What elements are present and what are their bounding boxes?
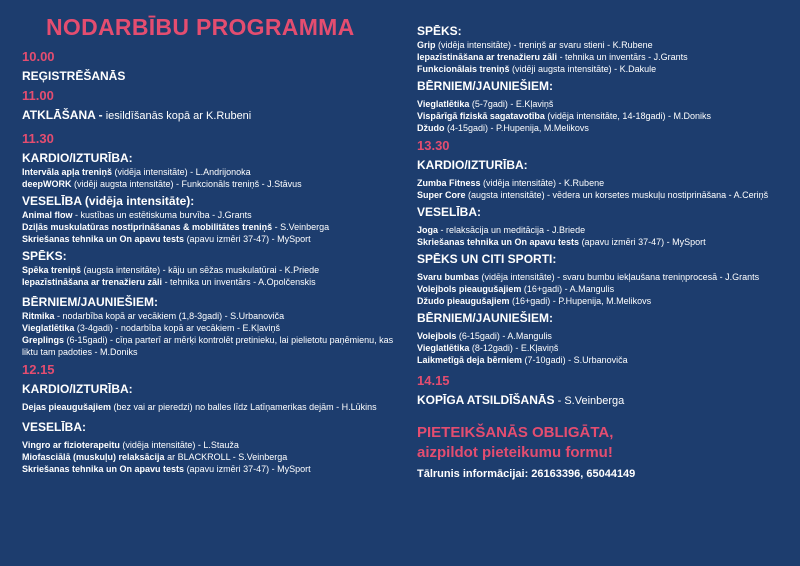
closing-line: KOPĪGA ATSILDĪŠANĀS - S.Veinberga: [417, 393, 625, 407]
list-item: Spēka treniņš (augsta intensitāte) - kāju un sēžas muskulatūrai - K.Priede: [22, 265, 320, 275]
time-1130: 11.30: [22, 131, 54, 146]
section-heading-cardio: KARDIO/IZTURĪBA:: [22, 151, 133, 165]
section-heading-kids: BĒRNIEM/JAUNIEŠIEM:: [417, 311, 554, 325]
list-item: Vieglatlētika (5-7gadi) - E.Kļaviņš: [417, 99, 554, 109]
list-item: Intervāla apļa treniņš (vidēja intensitāte) - L.Andrijonoka: [22, 167, 251, 177]
list-item: Laikmetīgā deja bērniem (7-10gadi) - S.Urbanoviča: [417, 355, 628, 365]
list-item: deepWORK (vidēji augsta intensitāte) - Funkcionāls treniņš - J.Stāvus: [22, 179, 302, 189]
list-item: Dziļās muskulatūras nostiprināšanas & mobilitātes treniņš - S.Veinberga: [22, 222, 330, 232]
list-item: Greplings (6-15gadi) - cīņa parterī ar mērķi kontrolēt pretinieku, lai pielietotu paņēmienu, kas liktu tam padoties - M.Doniks: [22, 335, 394, 357]
section-heading-health: VESELĪBA:: [417, 205, 482, 219]
list-item: Skriešanas tehnika un On apavu tests (apavu izmēri 37-47) - MySport: [417, 237, 706, 247]
time-1415: 14.15: [417, 373, 450, 388]
time-1215: 12.15: [22, 362, 55, 377]
list-item: Vispārīgā fiziskā sagatavotība (vidēja intensitāte, 14-18gadi) - M.Doniks: [417, 111, 711, 121]
list-item: Iepazīstināšana ar trenažieru zāli - tehnika un inventārs - J.Grants: [417, 52, 688, 62]
list-item: Zumba Fitness (vidēja intensitāte) - K.Rubene: [417, 178, 605, 188]
list-item: Volejbols (6-15gadi) - A.Mangulis: [417, 331, 552, 341]
section-heading-health: VESELĪBA:: [22, 420, 87, 434]
opening-line: ATKLĀŠANA - iesildīšanās kopā ar K.Rubeni: [22, 108, 252, 122]
list-item: Joga - relaksācija un meditācija - J.Briede: [417, 225, 586, 235]
list-item: Animal flow - kustības un estētiskuma burvība - J.Grants: [22, 210, 252, 220]
list-item: Skriešanas tehnika un On apavu tests (apavu izmēri 37-47) - MySport: [22, 464, 311, 474]
section-heading-strength: SPĒKS:: [22, 249, 67, 263]
list-item: Džudo pieaugušajiem (16+gadi) - P.Hupenija, M.Melikovs: [417, 296, 652, 306]
registration-heading: REĢISTRĒŠANĀS: [22, 69, 126, 83]
list-item: Svaru bumbas (vidēja intensitāte) - svaru bumbu iekļaušana treniņprocesā - J.Grants: [417, 272, 760, 282]
registration-form-notice: aizpildot pieteikumu formu!: [417, 444, 613, 461]
right-column: [417, 24, 792, 482]
section-heading-cardio: KARDIO/IZTURĪBA:: [22, 382, 133, 396]
list-item: Funkcionālais treniņš (vidēji augsta intensitāte) - K.Dakule: [417, 64, 657, 74]
list-item: Vieglatlētika (8-12gadi) - E.Kļaviņš: [417, 343, 559, 353]
section-heading-strength: SPĒKS:: [417, 24, 462, 38]
list-item: Iepazīstināšana ar trenažieru zāli - tehnika un inventārs - A.Opolčenskis: [22, 277, 316, 287]
section-heading-kids: BĒRNIEM/JAUNIEŠIEM:: [417, 79, 554, 93]
list-item: Volejbols pieaugušajiem (16+gadi) - A.Mangulis: [417, 284, 615, 294]
list-item: Super Core (augsta intensitāte) - vēdera un korsetes muskuļu nostiprināšana - A.Ceriņš: [417, 190, 769, 200]
list-item: Grip (vidēja intensitāte) - treniņš ar svaru stieni - K.Rubene: [417, 40, 653, 50]
registration-required-notice: PIETEIKŠANĀS OBLIGĀTA,: [417, 424, 614, 441]
time-1100: 11.00: [22, 88, 54, 103]
list-item: Skriešanas tehnika un On apavu tests (apavu izmēri 37-47) - MySport: [22, 234, 311, 244]
section-heading-health: VESELĪBA (vidēja intensitāte):: [22, 194, 195, 208]
list-item: Dejas pieaugušajiem (bez vai ar pieredzi) no balles līdz Latīņamerikas dejām - H.Lūkins: [22, 402, 377, 412]
page-title: NODARBĪBU PROGRAMMA: [46, 14, 355, 40]
section-heading-kids: BĒRNIEM/JAUNIEŠIEM:: [22, 295, 159, 309]
contact-phone: Tālrunis informācijai: 26163396, 65044149: [417, 468, 636, 480]
time-1000: 10.00: [22, 49, 55, 64]
list-item: Ritmika - nodarbība kopā ar vecākiem (1,8-3gadi) - S.Urbanoviča: [22, 311, 285, 321]
section-heading-strength-other: SPĒKS UN CITI SPORTI:: [417, 252, 557, 266]
left-column: [22, 49, 397, 475]
section-heading-cardio: KARDIO/IZTURĪBA:: [417, 158, 528, 172]
time-1330: 13.30: [417, 138, 450, 153]
list-item: Miofasciālā (muskuļu) relaksācija ar BLACKROLL - S.Veinberga: [22, 452, 288, 462]
list-item: Vieglatlētika (3-4gadi) - nodarbība kopā ar vecākiem - E.Kļaviņš: [22, 323, 280, 333]
list-item: Vingro ar fizioterapeitu (vidēja intensitāte) - L.Stauža: [22, 440, 239, 450]
list-item: Džudo (4-15gadi) - P.Hupenija, M.Melikovs: [417, 123, 589, 133]
